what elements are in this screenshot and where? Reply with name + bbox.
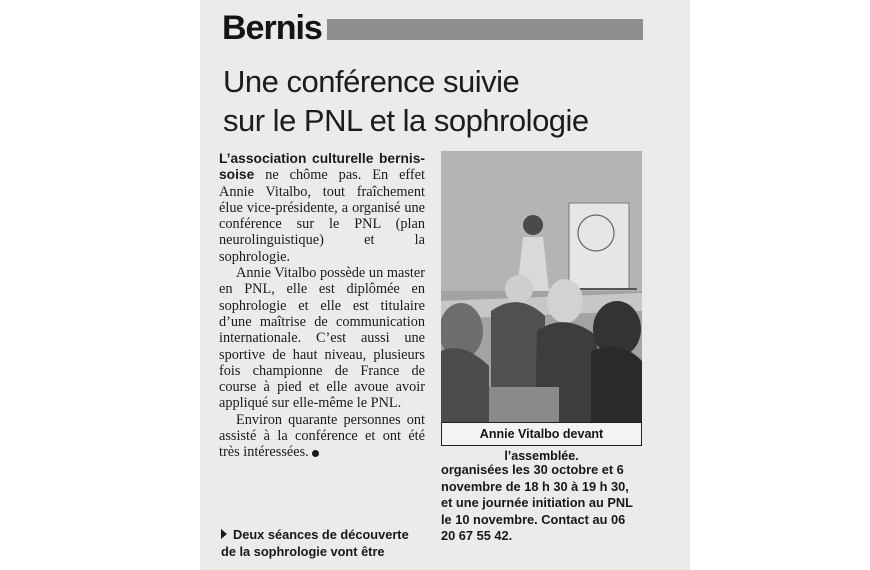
lead-text: L’association culturelle bernis-soise (219, 151, 425, 183)
info-box-start-text: Deux séances de découverte de la sophrologie vont être (221, 527, 409, 559)
paragraph-3 (219, 412, 425, 461)
triangle-marker-icon (221, 529, 227, 539)
article-title (223, 62, 663, 140)
title-line-2: sur le PNL et la sophrologie (223, 103, 589, 138)
info-box-start (221, 527, 427, 560)
town-heading: Bernis (222, 9, 322, 47)
paragraph-3-text: Environ quarante personnes ont assisté à la conférence et ont été très intéressées. (219, 411, 425, 461)
photo-illustration (441, 151, 642, 422)
end-bullet-icon (312, 450, 319, 457)
article-photo (441, 151, 642, 422)
photo-caption: Annie Vitalbo devant l’assemblée. (441, 422, 642, 446)
heading-rule-bar (327, 19, 643, 40)
info-box-continued: organisées les 30 octobre et 6 novembre de 18 h 30 à 19 h 30, et une journée initiation au PNL le 10 novembre. Contact au 06 20 67 55 42. (441, 462, 633, 543)
paragraph-2: Annie Vitalbo possède un master en PNL, elle est diplômée en sophrologie et elle est titulaire d’une maîtrise de communication internationale. C’est aussi une sportive de haut niveau, plusieurs fois championne de France de course à pied et elle avoue avoir appliqué sur elle-même le PNL. (219, 265, 425, 412)
paragraph-1-text: ne chôme pas. En effet Annie Vitalbo, tout fraîchement élue vice-présidente, a organisé une conférence sur le PNL (plan neurolinguistique) et la sophrologie. (219, 167, 425, 265)
title-line-1: Une conférence suivie (223, 64, 520, 99)
article-body (219, 151, 425, 461)
paragraph-1 (219, 151, 425, 265)
